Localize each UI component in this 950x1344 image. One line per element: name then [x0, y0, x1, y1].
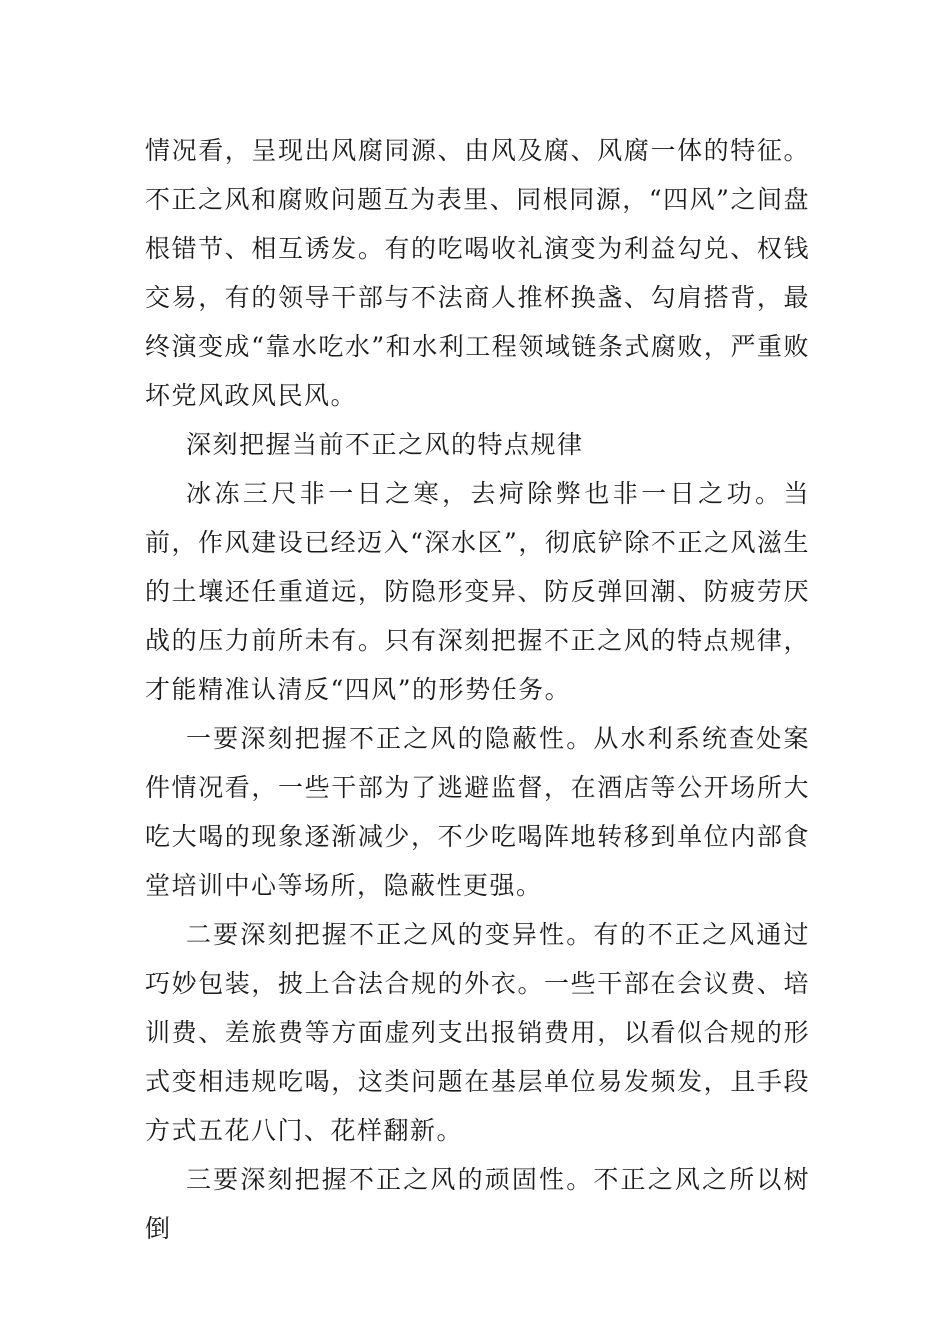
paragraph: 二要深刻把握不正之风的变异性。有的不正之风通过巧妙包装，披上合法合规的外衣。一些干部在会议费、培训费、差旅费等方面虚列支出报销费用，以看似合规的形式变相违规吃喝，这类问题在基层单位易发频发，且手段方式五花八门、花样翻新。 — [145, 920, 810, 1145]
section-heading: 深刻把握当前不正之风的特点规律 — [186, 430, 584, 459]
paragraph-continuation: 情况看，呈现出风腐同源、由风及腐、风腐一体的特征。不正之风和腐败问题互为表里、同根同源，“四风”之间盘根错节、相互诱发。有的吃喝收礼演变为利益勾兑、权钱交易，有的领导干部与不法商人推杯换盏、勾肩搭背，最终演变成“靠水吃水”和水利工程领域链条式腐败，严重败坏党风政风民风。 — [145, 136, 810, 410]
document-body — [145, 126, 810, 1253]
paragraph: 三要深刻把握不正之风的顽固性。不正之风之所以树倒 — [145, 1165, 810, 1243]
paragraph: 冰冻三尺非一日之寒，去疴除弊也非一日之功。当前，作风建设已经迈入“深水区”，彻底铲除不正之风滋生的土壤还任重道远，防隐形变异、防反弹回潮、防疲劳厌战的压力前所未有。只有深刻把握不正之风的特点规律，才能精准认清反“四风”的形势任务。 — [145, 479, 810, 704]
paragraph: 一要深刻把握不正之风的隐蔽性。从水利系统查处案件情况看，一些干部为了逃避监督，在酒店等公开场所大吃大喝的现象逐渐减少，不少吃喝阵地转移到单位内部食堂培训中心等场所，隐蔽性更强。 — [145, 724, 810, 900]
